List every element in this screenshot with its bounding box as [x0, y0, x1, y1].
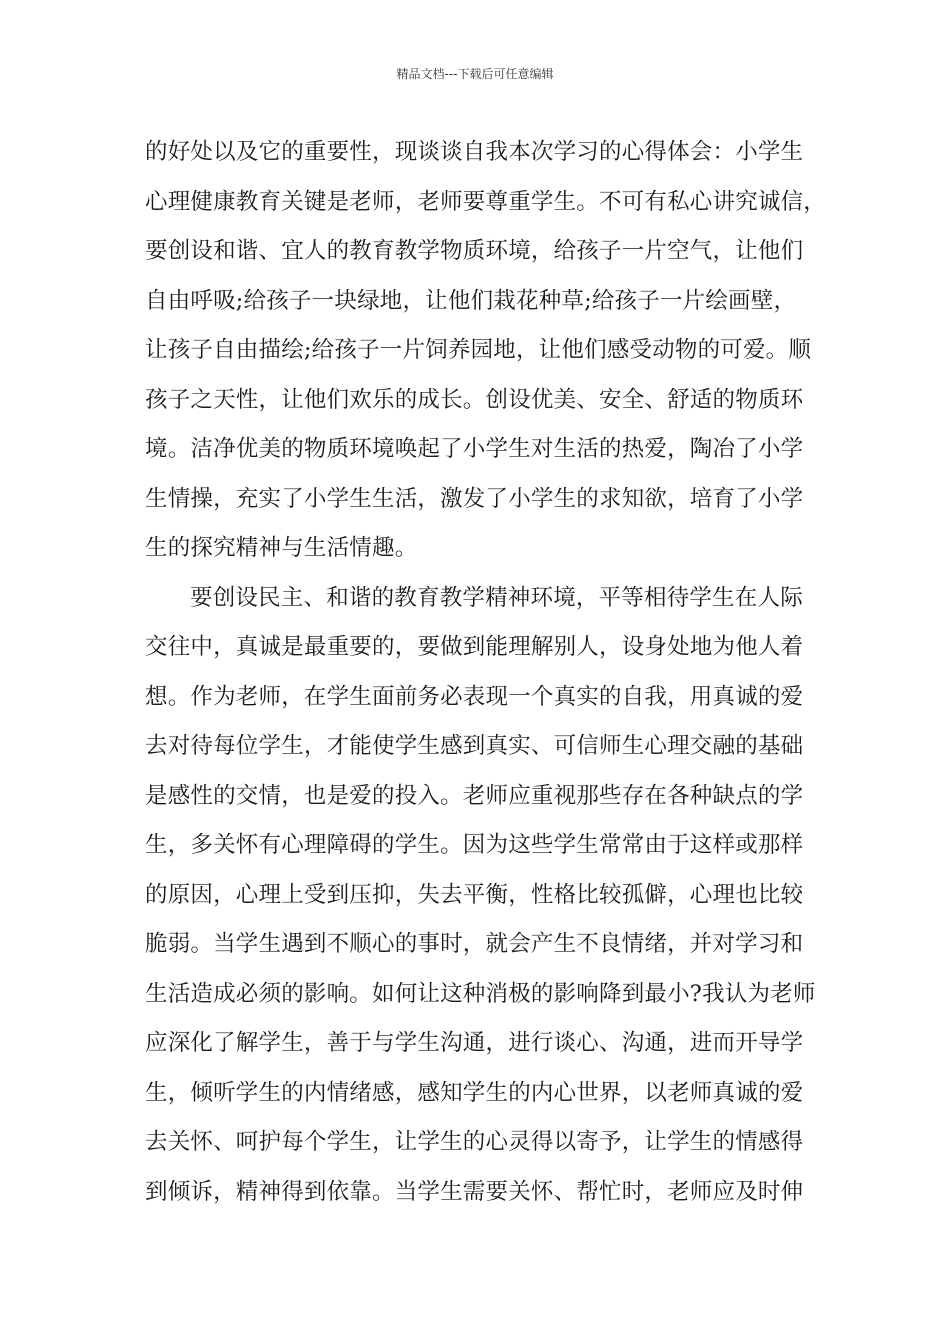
- text-line: 生的探究精神与生活情趣。: [145, 535, 418, 561]
- text-line: 的原因，心理上受到压抑，失去平衡，性格比较孤僻，心理也比较: [145, 881, 804, 908]
- text-line: 生，倾听学生的内情绪感，感知学生的内心世界，以老师真诚的爱: [145, 1079, 804, 1106]
- text-line: 让孩子自由描绘;给孩子一片饲养园地，让他们感受动物的可爱。顺: [145, 337, 812, 363]
- text-line: 去对待每位学生，才能使学生感到真实、可信师生心理交融的基础: [145, 733, 804, 759]
- text-line: 心理健康教育关键是老师，老师要尊重学生。不可有私心讲究诚信，: [145, 188, 827, 215]
- text-line: 生，多关怀有心理障碍的学生。因为这些学生常常由于这样或那样: [145, 832, 804, 858]
- text-line: 交往中，真诚是最重要的，要做到能理解别人，设身处地为他人着: [145, 634, 804, 660]
- text-line: 到倾诉，精神得到依靠。当学生需要关怀、帮忙时，老师应及时伸: [145, 1178, 804, 1205]
- text-line: 脆弱。当学生遇到不顺心的事时，就会产生不良情绪，并对学习和: [145, 931, 804, 957]
- text-line: 应深化了解学生，善于与学生沟通，进行谈心、沟通，进而开导学: [145, 1030, 804, 1056]
- text-line: 境。洁净优美的物质环境唤起了小学生对生活的热爱，陶冶了小学: [145, 436, 804, 462]
- document-body: [145, 128, 825, 1217]
- text-line: 孩子之天性，让他们欢乐的成长。创设优美、安全、舒适的物质环: [145, 386, 804, 413]
- text-line: 要创设和谐、宜人的教育教学物质环境，给孩子一片空气，让他们: [145, 238, 804, 264]
- text-line: 生情操，充实了小学生生活，激发了小学生的求知欲，培育了小学: [145, 485, 804, 512]
- text-line: 去关怀、呵护每个学生，让学生的心灵得以寄予，让学生的情感得: [145, 1129, 804, 1155]
- text-line: 要创设民主、和谐的教育教学精神环境，平等相待学生在人际: [190, 584, 803, 611]
- text-line: 生活造成必须的影响。如何让这种消极的影响降到最小?我认为老师: [145, 980, 816, 1007]
- text-line: 想。作为老师，在学生面前务必表现一个真实的自我，用真诚的爱: [145, 683, 804, 710]
- page-header: [0, 66, 950, 82]
- header-text: 精品文档---下载后可任意编辑: [396, 67, 554, 81]
- text-line: 自由呼吸;给孩子一块绿地，让他们栽花种草;给孩子一片绘画壁，: [145, 287, 797, 314]
- text-line: 的好处以及它的重要性，现谈谈自我本次学习的心得体会：小学生: [145, 139, 804, 165]
- text-line: 是感性的交情，也是爱的投入。老师应重视那些存在各种缺点的学: [145, 782, 804, 809]
